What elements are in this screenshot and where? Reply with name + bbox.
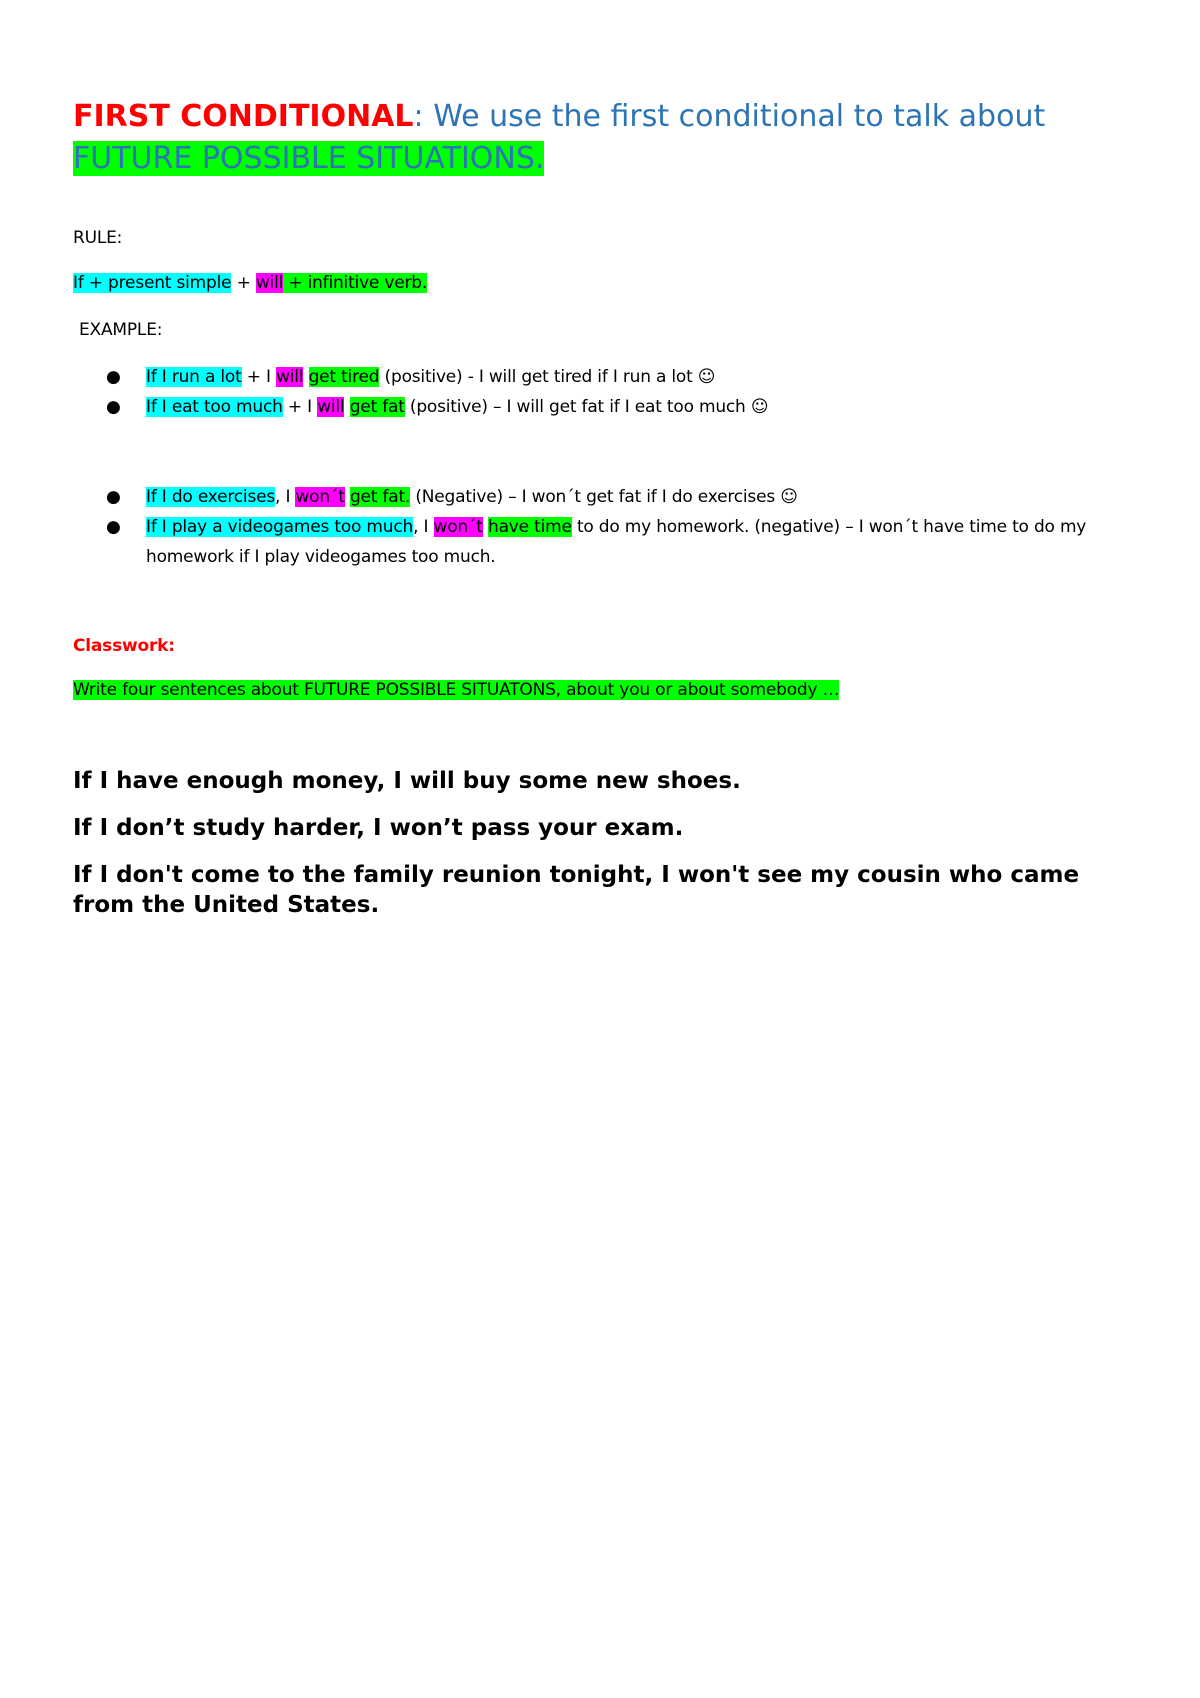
example-connector: , I [413, 517, 434, 537]
example-verb: get tired [308, 367, 380, 387]
example-list-positive [106, 362, 1136, 422]
example-label: EXAMPLE: [79, 320, 163, 340]
example-modal: won´t [433, 517, 483, 537]
classwork-heading: Classwork: [73, 636, 175, 656]
title-rest: : We use the first conditional to talk about [413, 99, 1046, 134]
rule-label: RULE: [73, 228, 123, 248]
bullet-dot-icon: ● [106, 487, 121, 507]
list-item [106, 482, 1136, 512]
example-modal: will [276, 367, 304, 387]
answer-sentence: If I don't come to the family reunion tonight, I won't see my cousin who came from the United States. [73, 862, 1080, 918]
example-list-negative [106, 482, 1136, 572]
answer-sentence: If I don’t study harder, I won’t pass your exam. [73, 815, 684, 841]
example-connector: + I [282, 397, 318, 417]
list-item [106, 512, 1136, 572]
example-modal: will [317, 397, 345, 417]
example-connector: + I [241, 367, 277, 387]
answer-sentence: If I have enough money, I will buy some new shoes. [73, 768, 741, 794]
example-space [344, 397, 349, 417]
example-condition: If I run a lot [146, 367, 242, 387]
example-connector: , I [275, 487, 296, 507]
example-verb: get fat [349, 397, 405, 417]
title-highlight: FUTURE POSSIBLE SITUATIONS. [73, 141, 545, 176]
example-verb: get fat. [349, 487, 411, 507]
example-space [303, 367, 308, 387]
answer-list [73, 766, 1133, 937]
rule-part-verb: + infinitive verb. [283, 273, 428, 293]
classwork-task-text: Write four sentences about FUTURE POSSIBLE SITUATONS, about you or about somebody … [73, 680, 840, 700]
example-rest: (positive) - I will get tired if I run a lot ☺ [379, 367, 716, 387]
classwork-task [73, 680, 839, 700]
rule-part-will: will [255, 273, 284, 293]
example-rest: (Negative) – I won´t get fat if I do exercises ☺ [410, 487, 798, 507]
example-condition: If I eat too much [146, 397, 283, 417]
example-rest: to do my homework. (negative) – I won´t have time to do my homework if I play videogames too much. [146, 517, 1087, 567]
example-verb: have time [488, 517, 572, 537]
bullet-dot-icon: ● [106, 367, 121, 387]
example-rest: (positive) – I will get fat if I eat too much ☺ [404, 397, 769, 417]
example-condition: If I do exercises [146, 487, 276, 507]
rule-formula [73, 273, 427, 293]
rule-part-if: If + present simple [73, 273, 232, 293]
page-title [73, 96, 1143, 180]
rule-part-plus: + [231, 273, 256, 293]
example-condition: If I play a videogames too much [146, 517, 414, 537]
title-lead: FIRST CONDITIONAL [73, 99, 414, 134]
bullet-dot-icon: ● [106, 517, 121, 537]
list-item [106, 392, 1136, 422]
bullet-dot-icon: ● [106, 397, 121, 417]
example-modal: won´t [295, 487, 345, 507]
list-item [106, 362, 1136, 392]
